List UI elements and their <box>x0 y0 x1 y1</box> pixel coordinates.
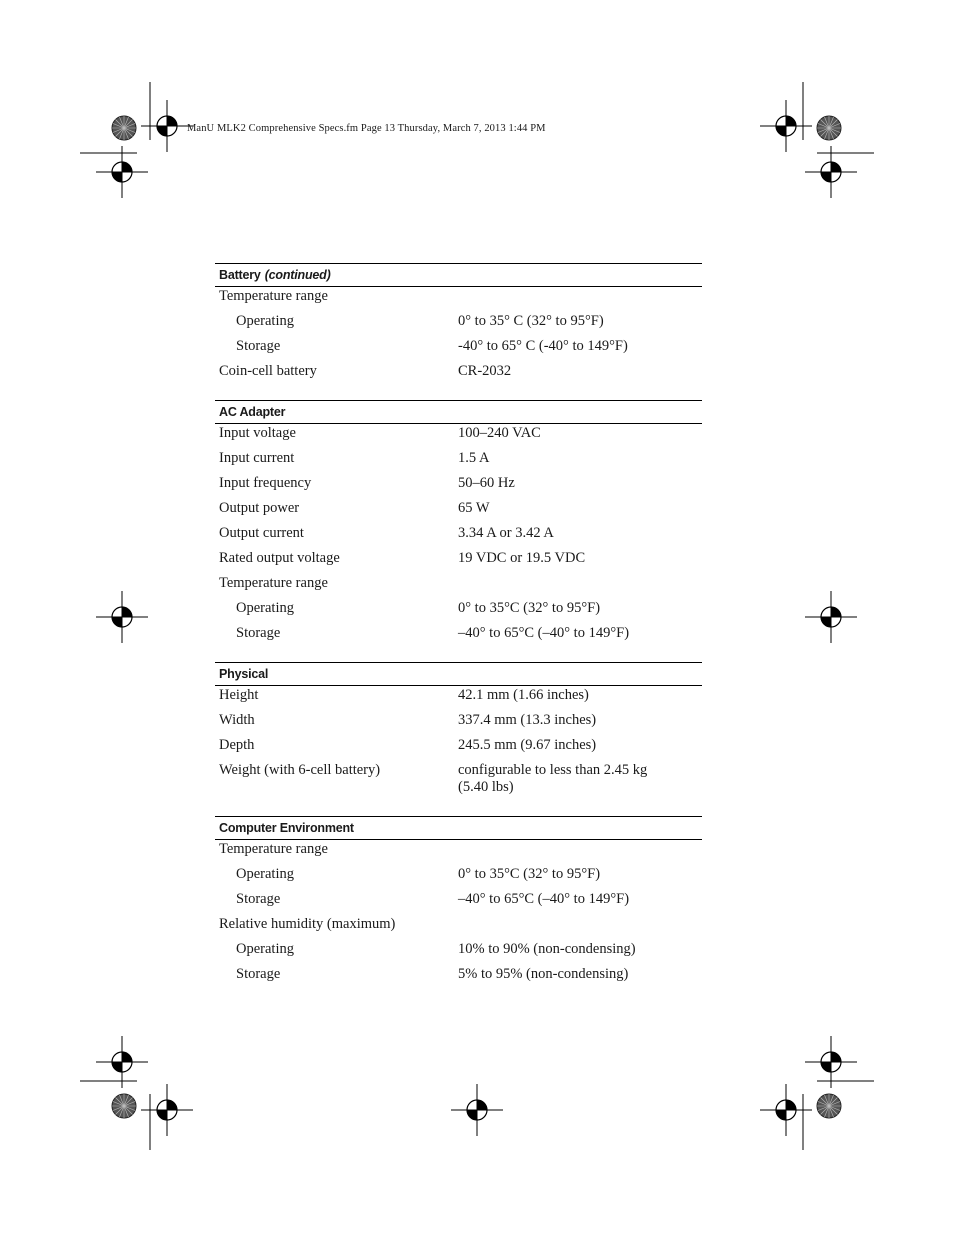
registration-mark-right-middle <box>805 591 857 643</box>
spec-label: Rated output voltage <box>219 550 340 566</box>
spec-label: Storage <box>236 891 281 907</box>
registration-mark-bottom-left <box>141 1084 193 1136</box>
spec-value <box>458 449 702 474</box>
spec-value-line: 10% to 90% (non-condensing) <box>458 941 636 957</box>
spec-label: Height <box>219 687 259 703</box>
spec-row <box>215 840 702 865</box>
registration-mark-bottom-center <box>451 1084 503 1136</box>
spec-value-line: -40° to 65° C (-40° to 149°F) <box>458 338 628 354</box>
spec-value <box>458 287 702 312</box>
spec-value-line: 337.4 mm (13.3 inches) <box>458 712 597 728</box>
spec-value <box>458 940 702 965</box>
spec-row <box>215 449 702 474</box>
spec-value-line: 3.34 A or 3.42 A <box>458 525 554 541</box>
spec-value-line: 1.5 A <box>458 450 490 466</box>
spec-row <box>215 940 702 965</box>
spec-value-line: CR-2032 <box>458 363 512 379</box>
spec-value <box>458 499 702 524</box>
color-bar-mark-bottom-left <box>112 1094 136 1118</box>
section-title-suffix: (continued) <box>264 268 331 282</box>
registration-mark-top-left <box>141 100 193 152</box>
spec-row <box>215 686 702 711</box>
spec-value-line: 0° to 35°C (32° to 95°F) <box>458 600 601 616</box>
spec-row <box>215 474 702 499</box>
spec-label: Temperature range <box>219 288 328 304</box>
spec-value <box>458 362 702 387</box>
section-physical <box>215 662 702 807</box>
spec-label: Operating <box>236 941 294 957</box>
spec-value <box>458 624 702 649</box>
spec-value <box>458 599 702 624</box>
spec-value <box>458 574 702 599</box>
spec-value-line: (5.40 lbs) <box>458 779 514 795</box>
section-heading <box>215 400 702 424</box>
spec-value <box>458 736 702 761</box>
registration-mark-left-lower <box>96 1036 148 1088</box>
spec-row <box>215 761 702 803</box>
spec-label: Operating <box>236 866 294 882</box>
spec-label: Depth <box>219 737 255 753</box>
spec-value-line: –40° to 65°C (–40° to 149°F) <box>458 891 630 907</box>
spec-label: Operating <box>236 313 294 329</box>
spec-row <box>215 965 702 990</box>
print-slug-line: ManU MLK2 Comprehensive Specs.fm Page 13 Thursday, March 7, 2013 1:44 PM <box>187 123 546 134</box>
spec-row <box>215 549 702 574</box>
spec-label: Width <box>219 712 255 728</box>
spec-value <box>458 474 702 499</box>
registration-mark-bottom-right <box>760 1084 812 1136</box>
spec-value-line: 5% to 95% (non-condensing) <box>458 966 629 982</box>
spec-value <box>458 865 702 890</box>
spec-label: Output power <box>219 500 300 516</box>
spec-row <box>215 624 702 649</box>
spec-value <box>458 549 702 574</box>
spec-value-line: 19 VDC or 19.5 VDC <box>458 550 586 566</box>
section-computer-environment <box>215 816 702 994</box>
spec-row <box>215 287 702 312</box>
color-bar-mark-top-right <box>817 116 841 140</box>
registration-mark-right-lower <box>805 1036 857 1088</box>
spec-value-line: 245.5 mm (9.67 inches) <box>458 737 597 753</box>
spec-label: Output current <box>219 525 304 541</box>
spec-row <box>215 915 702 940</box>
spec-label: Storage <box>236 966 281 982</box>
spec-value-line: –40° to 65°C (–40° to 149°F) <box>458 625 630 641</box>
spec-value <box>458 312 702 337</box>
spec-value-line: 100–240 VAC <box>458 425 541 441</box>
spec-value-line: 42.1 mm (1.66 inches) <box>458 687 589 703</box>
spec-value <box>458 711 702 736</box>
spec-row <box>215 890 702 915</box>
section-heading <box>215 662 702 686</box>
spec-label: Storage <box>236 338 281 354</box>
spec-row <box>215 337 702 362</box>
spec-value <box>458 424 702 449</box>
section-battery <box>215 263 702 391</box>
specifications-table <box>215 263 702 1003</box>
spec-value <box>458 524 702 549</box>
spec-value-line: 0° to 35°C (32° to 95°F) <box>458 866 601 882</box>
spec-label: Coin-cell battery <box>219 363 317 379</box>
spec-label: Temperature range <box>219 575 328 591</box>
spec-value <box>458 840 702 865</box>
section-title: Battery <box>219 268 261 282</box>
spec-row <box>215 312 702 337</box>
spec-row <box>215 574 702 599</box>
spec-row <box>215 736 702 761</box>
spec-value <box>458 761 702 803</box>
spec-value <box>458 915 702 940</box>
spec-value <box>458 686 702 711</box>
color-bar-mark-bottom-right <box>817 1094 841 1118</box>
spec-value <box>458 965 702 990</box>
spec-label: Input voltage <box>219 425 296 441</box>
spec-row <box>215 362 702 387</box>
registration-mark-left-upper <box>96 146 148 198</box>
spec-row <box>215 711 702 736</box>
spec-label: Input current <box>219 450 295 466</box>
section-title: AC Adapter <box>219 405 286 419</box>
spec-value <box>458 337 702 362</box>
spec-value-line: 65 W <box>458 500 490 516</box>
spec-value-line: 0° to 35° C (32° to 95°F) <box>458 313 604 329</box>
spec-value-line: 50–60 Hz <box>458 475 515 491</box>
spec-row <box>215 599 702 624</box>
spec-row <box>215 499 702 524</box>
spec-row <box>215 865 702 890</box>
spec-label: Temperature range <box>219 841 328 857</box>
spec-value-line: configurable to less than 2.45 kg <box>458 762 648 778</box>
spec-row <box>215 424 702 449</box>
color-bar-mark-top-left <box>112 116 136 140</box>
registration-mark-right-upper <box>805 146 857 198</box>
spec-row <box>215 524 702 549</box>
section-title: Physical <box>219 667 269 681</box>
registration-mark-left-middle <box>96 591 148 643</box>
spec-label: Operating <box>236 600 294 616</box>
spec-label: Weight (with 6-cell battery) <box>219 762 381 778</box>
spec-label: Input frequency <box>219 475 312 491</box>
section-heading <box>215 816 702 840</box>
spec-value <box>458 890 702 915</box>
registration-mark-top-right <box>760 100 812 152</box>
section-ac-adapter <box>215 400 702 653</box>
spec-label: Relative humidity (maximum) <box>219 916 396 932</box>
spec-label: Storage <box>236 625 281 641</box>
section-heading <box>215 263 702 287</box>
section-title: Computer Environment <box>219 821 354 835</box>
